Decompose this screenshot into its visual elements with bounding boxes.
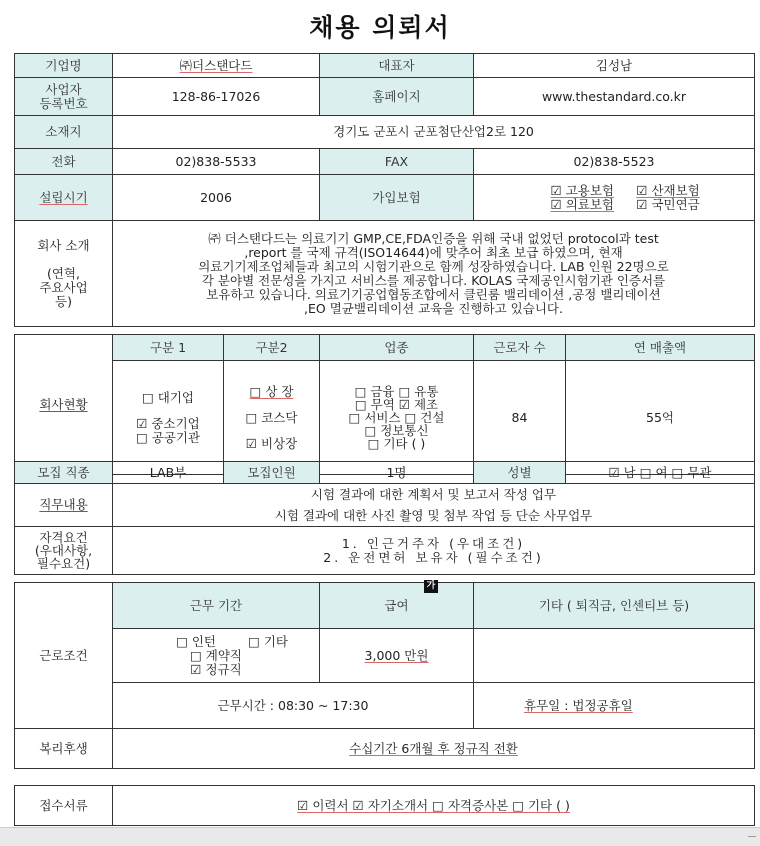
- ceo-name: 김성남: [474, 54, 755, 78]
- insurance-employment-checkbox[interactable]: ☑ 고용보험: [550, 182, 614, 198]
- industry-checkbox-row[interactable]: □ 기타 ( ): [367, 436, 426, 451]
- address-value: 경기도 군포시 군포첨단산업2로 120: [113, 116, 755, 149]
- salary-header: 급여: [320, 583, 474, 629]
- qual-item: 2. 운전면허 보유자 (필수조건): [323, 549, 544, 565]
- welfare-label: 복리후생: [15, 729, 113, 769]
- conditions-label: 근로조건: [15, 583, 113, 729]
- salary-value: 3,000 만원: [320, 629, 474, 683]
- founded-label: 설립시기: [15, 175, 113, 221]
- insurance-options: [474, 175, 755, 221]
- duty-label: 직무내용: [15, 484, 113, 527]
- period-intern-checkbox[interactable]: □ 인턴: [176, 633, 216, 649]
- documents-options[interactable]: ☑ 이력서 ☑ 자기소개서 □ 자격증사본 □ 기타 ( ): [113, 786, 755, 826]
- gender-label: 성별: [474, 462, 566, 484]
- etc-value: [474, 629, 755, 683]
- gender-options[interactable]: ☑ 남 □ 여 □ 무관: [566, 462, 755, 484]
- cat2-unlisted-checkbox[interactable]: ☑ 비상장: [245, 435, 298, 451]
- insurance-pension-checkbox[interactable]: ☑ 국민연금: [636, 196, 700, 212]
- job-value: LAB부: [113, 462, 224, 484]
- ceo-label: 대표자: [320, 54, 474, 78]
- holidays: 휴무일 : 법정공휴일: [474, 683, 755, 729]
- work-hours: 근무시간 : 08:30 ~ 17:30: [113, 683, 474, 729]
- status-header-industry: 업종: [320, 335, 474, 361]
- industry-checkbox-row[interactable]: □ 서비스 □ 건설: [348, 410, 445, 425]
- job-label: 모집 직종: [15, 462, 113, 484]
- cat1-public-checkbox[interactable]: □ 공공기관: [135, 429, 201, 445]
- fax-label: FAX: [320, 149, 474, 175]
- intro-line: 의료기기제조업체들과 최고의 시험기관으로 함께 성장하였습니다. LAB 인원 22명으로: [198, 258, 669, 274]
- industry-checkbox-row[interactable]: □ 정보통신: [364, 423, 429, 438]
- employees-value: 84: [474, 361, 566, 475]
- etc-header: 기타 ( 퇴직금, 인센티브 등): [474, 583, 755, 629]
- qual-label: 자격요건 (우대사항, 필수요건): [15, 527, 113, 575]
- period-contract-checkbox[interactable]: □ 계약직: [189, 647, 242, 663]
- duty-list: [113, 484, 755, 527]
- industry-checkbox-row[interactable]: □ 무역 ☑ 제조: [354, 397, 439, 412]
- homepage-value: www.thestandard.co.kr: [474, 78, 755, 116]
- recruitment-table: [14, 461, 755, 575]
- cat1-large-checkbox[interactable]: □ 대기업: [141, 389, 194, 405]
- company-info-table: [14, 53, 755, 327]
- period-options: [113, 629, 320, 683]
- cat2-options: [224, 361, 320, 475]
- cat1-options: [113, 361, 224, 475]
- industry-options: [320, 361, 474, 475]
- scroll-corner-icon: [748, 830, 756, 837]
- insurance-label: 가입보험: [320, 175, 474, 221]
- status-header-employees: 근로자 수: [474, 335, 566, 361]
- duty-item: 시험 결과에 대한 계획서 및 보고서 작성 업무: [310, 487, 557, 502]
- horizontal-scrollbar[interactable]: [0, 827, 760, 846]
- count-value: 1명: [320, 462, 474, 484]
- insurance-medical-checkbox[interactable]: ☑ 의료보험: [550, 196, 614, 212]
- intro-line: ㈜ 더스탠다드는 의료기기 GMP,CE,FDA인증을 위해 국내 없었던 protocol과 test: [208, 230, 659, 246]
- revenue-value: 55억: [566, 361, 755, 475]
- status-header-cat2: 구분2: [224, 335, 320, 361]
- homepage-label: 홈페이지: [320, 78, 474, 116]
- welfare-value: 수십기간 6개월 후 정규직 전환: [113, 729, 755, 769]
- document-title: 채용 의뢰서: [309, 13, 451, 42]
- cat2-listed-checkbox[interactable]: □ 상 장: [249, 383, 294, 399]
- status-header-revenue: 연 매출액: [566, 335, 755, 361]
- status-header-cat1: 구분 1: [113, 335, 224, 361]
- duty-item: 시험 결과에 대한 사진 촬영 및 첨부 작업 등 단순 사무업무: [274, 508, 593, 523]
- industry-checkbox-row[interactable]: □ 금융 □ 유통: [354, 384, 439, 399]
- text-cursor-marker: 가: [424, 580, 438, 593]
- intro-line: 각 분야별 전문성을 가지고 서비스를 제공합니다. KOLAS 국제공인시험기관 인증서를: [201, 272, 666, 288]
- period-header: 근무 기간: [113, 583, 320, 629]
- cat2-kosdaq-checkbox[interactable]: □ 코스닥: [245, 409, 298, 425]
- company-name-label: 기업명: [15, 54, 113, 78]
- count-label: 모집인원: [224, 462, 320, 484]
- qual-item: 1. 인근거주자 (우대조건): [341, 535, 526, 551]
- company-intro: [113, 221, 755, 327]
- period-other-checkbox[interactable]: □ 기타: [248, 633, 288, 649]
- phone-label: 전화: [15, 149, 113, 175]
- period-regular-checkbox[interactable]: ☑ 정규직: [190, 661, 242, 677]
- company-status-table: [14, 334, 755, 475]
- qual-list: [113, 527, 755, 575]
- regno-label: 사업자 등록번호: [15, 78, 113, 116]
- phone-value: 02)838-5533: [113, 149, 320, 175]
- intro-line: ,report 를 국제 규격(ISO14644)에 맞추어 최초 보급 하였으며, 현재: [244, 244, 623, 260]
- insurance-accident-checkbox[interactable]: ☑ 산재보험: [636, 182, 700, 198]
- regno-value: 128-86-17026: [113, 78, 320, 116]
- status-label: 회사현황: [15, 335, 113, 475]
- fax-value: 02)838-5523: [474, 149, 755, 175]
- cat1-sme-checkbox[interactable]: ☑ 중소기업: [136, 415, 200, 431]
- intro-line: 보유하고 있습니다. 의료기기공업협동조합에서 클린룸 밸리데이션 ,공정 밸리데이션: [206, 286, 661, 302]
- founded-value: 2006: [113, 175, 320, 221]
- documents-table: [14, 785, 755, 826]
- address-label: 소재지: [15, 116, 113, 149]
- intro-label: 회사 소개 (연혁, 주요사업 등): [15, 221, 113, 327]
- documents-label: 접수서류: [15, 786, 113, 826]
- company-name: ㈜더스탠다드: [113, 54, 320, 78]
- intro-line: ,EO 멸균밸리데이션 교육을 진행하고 있습니다.: [304, 300, 563, 316]
- conditions-table: [14, 582, 755, 769]
